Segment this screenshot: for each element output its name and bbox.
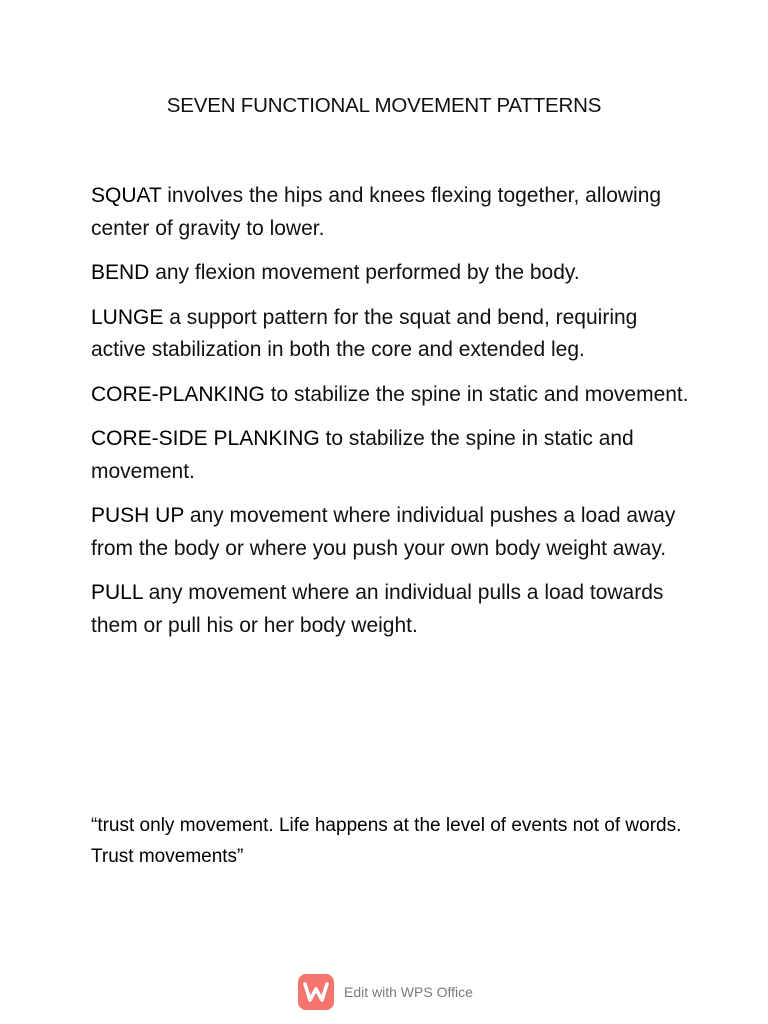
pattern-term: CORE-PLANKING [91,382,265,406]
movement-pattern-list [91,180,691,654]
pattern-description: any movement where individual pushes a load away from the body or where you push your own body weight away. [91,504,676,560]
wps-office-logo-icon [298,974,334,1010]
pattern-description: any flexion movement performed by the body. [149,261,580,284]
pattern-description: a support pattern for the squat and bend, requiring active stabilization in both the core and extended leg. [91,305,638,361]
list-item [91,257,691,290]
list-item [91,500,691,565]
list-item [91,180,691,245]
closing-quote: “trust only movement. Life happens at the level of events not of words. Trust movements” [91,815,682,867]
pattern-description: involves the hips and knees flexing together, allowing center of gravity to lower. [91,184,662,240]
list-item [91,302,691,367]
pattern-description: to stabilize the spine in static and movement. [91,427,634,483]
wps-edit-label[interactable]: Edit with WPS Office [344,984,473,1000]
document-title: SEVEN FUNCTIONAL MOVEMENT PATTERNS [166,94,602,117]
list-item [91,423,691,488]
pattern-term: CORE-SIDE PLANKING [91,427,320,450]
list-item [91,379,691,412]
wps-edit-link[interactable] [298,973,473,1011]
pattern-description: to stabilize the spine in static and movement. [264,382,689,406]
list-item [91,577,691,642]
pattern-term: BEND [91,261,150,284]
pattern-term: PULL [91,581,143,604]
pattern-term: SQUAT [91,184,162,207]
pattern-term: PUSH UP [91,504,184,527]
pattern-description: any movement where an individual pulls a load towards them or pull his or her body weight. [91,581,664,637]
pattern-term: LUNGE [91,305,164,329]
